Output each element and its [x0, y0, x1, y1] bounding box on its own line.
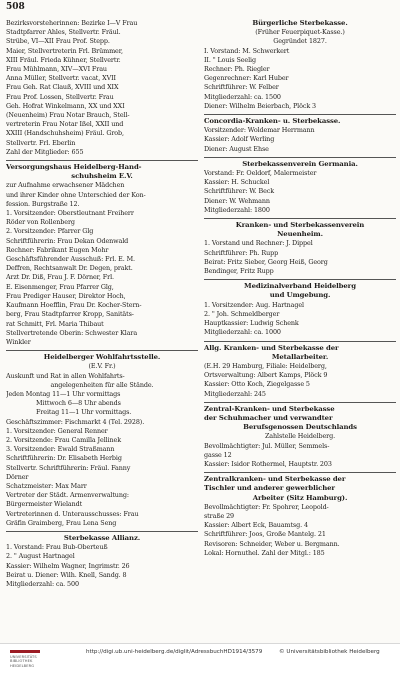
copyright-notice: © Universitätsbibliothek Heidelberg	[279, 649, 380, 655]
text-line: Jeden Montag 11—1 Uhr vormittags	[6, 389, 121, 398]
section-divider	[204, 218, 396, 219]
text-line: Kassier: Isidor Rothermel, Hauptstr. 203	[204, 459, 332, 468]
section-heading: Metallarbeiter.	[271, 352, 329, 361]
text-line: Stadtpfarrer Ahles, Stellvertr. Fräul.	[6, 28, 121, 37]
text-line: Gegründet 1827.	[273, 37, 327, 46]
text-line: Hauptkassier: Ludwig Schenk	[204, 319, 299, 328]
text-line: fession. Burgstraße 12.	[6, 199, 80, 208]
text-line: Stellvertr. Frl. Eberlin	[6, 138, 76, 147]
text-line: Kassier: Adolf Werling	[204, 135, 275, 144]
section-divider	[204, 114, 396, 115]
section-heading: Bürgerliche Sterbekasse.	[252, 19, 348, 27]
text-line: Bezirksvorsteherinnen: Bezirke I—V Frau	[6, 19, 138, 27]
text-line: Ortsverwaltung: Albert Kamps, Plöck 9	[204, 371, 328, 380]
text-line: (Früher Feuerpiquet-Kasse.)	[255, 28, 345, 37]
text-line: II. " Louis Seelig	[204, 55, 256, 64]
text-line: Vorsitzender: Woldemar Herrmann	[204, 126, 315, 135]
section-divider	[6, 531, 198, 532]
text-line: Mitgliederzahl: 1800	[204, 205, 270, 214]
text-line: gasse 12	[204, 450, 232, 459]
text-line: 1. Vorstand und Rechner: J. Dippel	[204, 239, 313, 248]
text-line: Mitgliederzahl: ca. 1500	[204, 92, 281, 101]
text-line: (Neuenheim) Frau Notar Brauch, Stell-	[6, 111, 130, 120]
text-line: Arzt Dr. Diß, Frau J. F. Dörner, Frl.	[6, 273, 114, 282]
section-divider	[204, 402, 396, 403]
section-heading: Sterbekasse Allianz.	[63, 533, 141, 542]
section-heading: und Umgebung.	[269, 291, 331, 300]
section-heading: Berufsgenossen Deutschlands	[243, 423, 357, 432]
left-column	[6, 19, 198, 589]
section-heading: Concordia-Kranken- u. Sterbekasse.	[204, 117, 341, 126]
text-line: Schatzmeister: Max Marr	[6, 481, 87, 490]
section-divider	[204, 341, 396, 342]
logo-line-1: UNIVERSITÄTS	[10, 655, 37, 659]
text-line: (E.H. 29 Hamburg, Filiale: Heidelberg,	[204, 361, 327, 370]
section-heading: der Schuhmacher und verwandter	[204, 413, 333, 422]
logo-line-2: BIBLIOTHEK	[10, 659, 33, 664]
section-heading: Arbeiter (Sitz Hamburg).	[252, 493, 348, 502]
text-line: Anna Müller, Stellvertr. vacat, XVII	[6, 74, 116, 83]
text-line: Diener: W. Wehmann	[204, 196, 270, 205]
text-line: Bürgermeister Wielandt	[6, 500, 83, 509]
section-heading: Zentral-Kranken- und Sterbekasse	[204, 404, 335, 413]
section-heading: Versorgungshaus Heidelberg-Hand-	[6, 163, 142, 172]
text-line: Schriftführerin: Dr. Elisabeth Herbig	[6, 454, 122, 463]
page-number: 508	[6, 2, 25, 12]
section-heading: Heidelberger Wohlfahrtsstelle.	[43, 353, 161, 362]
section-divider	[6, 160, 198, 161]
text-line: 1. Vorsitzender: General Renner	[6, 426, 108, 435]
section-divider	[204, 472, 396, 473]
section-heading: Allg. Kranken- und Sterbekasse der	[204, 343, 339, 352]
logo-line-3: HEIDELBERG	[10, 663, 35, 668]
text-line: Strübe, VI—XII Frau Prof. Stepp.	[6, 37, 110, 46]
text-line: Röder von Rollenberg	[6, 218, 75, 227]
permalink-url[interactable]: http://digi.ub.uni-heidelberg.de/diglit/AdressbuchHD1914/3579	[86, 649, 263, 655]
text-line: 2. " August Hartnagel	[6, 552, 75, 561]
section-heading: Kranken- und Sterbekassenverein	[235, 221, 365, 230]
text-line: Zahl der Mitglieder: 655	[6, 147, 84, 156]
text-line: Frau Geh. Rat Clauß, XVIII und XIX	[6, 83, 119, 92]
text-line: E. Eisenmenger, Frau Pfarrer Glg,	[6, 282, 114, 291]
section-divider	[6, 350, 198, 351]
text-line: Diener: August Ehse	[204, 144, 269, 153]
text-line: Kassier: Albert Eck, Bauamtsg. 4	[204, 521, 308, 530]
text-line: rat Schmitt, Frl. Maria Thibaut	[6, 319, 104, 328]
text-line: Schriftführerin: Frau Dekan Odenwald	[6, 236, 129, 245]
text-line: Frau Prof. Lossen, Stellvertr. Frau	[6, 92, 114, 101]
section-heading: Medizinalverband Heidelberg	[244, 282, 356, 291]
text-line: Mitgliederzahl: 245	[204, 389, 266, 398]
section-heading: schuhsheim E.V.	[71, 172, 133, 181]
section-heading: Tischler und anderer gewerblicher	[204, 484, 335, 493]
text-line: Revisoren: Schneider, Weber u. Bergmann.	[204, 539, 340, 548]
text-line: Stellvertr. Schriftführerin: Fräul. Fanny	[6, 463, 131, 472]
text-line: Kassier: Otto Koch, Ziegelgasse 5	[204, 380, 310, 389]
text-line: Vorstand: Fr. Oeldorf, Malermeister	[204, 169, 317, 178]
text-line: Auskunft und Rat in allen Wohlfahrts-	[6, 371, 125, 380]
text-line: Zahlstelle Heidelberg.	[264, 432, 336, 441]
text-line: vertreterin Frau Notar Ißel, XXII und	[6, 120, 124, 129]
text-line: Schriftführer: W. Beck	[204, 187, 275, 196]
text-line: Vertreter der Städt. Armenverwaltung:	[6, 491, 129, 500]
text-line: Rechner: Ph. Riegler	[204, 65, 270, 74]
text-line: Maier, Stellvertreterin Frl. Brümmer,	[6, 46, 123, 55]
text-line: Schriftführer: Ph. Rupp	[204, 248, 279, 257]
text-line: Bevollmächtigter: Fr. Spohrer, Leopold-	[204, 502, 329, 511]
text-line: angelegenheiten für alle Stände.	[50, 380, 154, 389]
viewer-footer	[0, 643, 400, 676]
right-column	[204, 19, 396, 558]
text-line: 1. Vorsitzender: Oberstleutnant Freiherr	[6, 209, 134, 218]
text-line: I. Vorstand: M. Schwerkert	[204, 46, 290, 55]
text-line: Kassier: Wilhelm Wagner, Ingrimstr. 26	[6, 561, 130, 570]
text-line: (E.V. Fr.)	[88, 362, 116, 371]
text-line: Deffren, Rechtsanwalt Dr. Degen, prakt.	[6, 264, 133, 273]
text-line: Gegenrechner: Karl Huber	[204, 74, 289, 83]
text-line: 2. " Joh. Schmeldberger	[204, 309, 280, 318]
text-line: Stellvertretende Oberin: Schwester Klara	[6, 328, 138, 337]
text-line: Geschäftsführender Ausschuß: Frl. E. M.	[6, 255, 135, 264]
logo-bar	[10, 650, 40, 653]
text-line: Beirat: Fritz Sieber, Georg Heiß, Georg	[204, 257, 328, 266]
text-line: Rechner: Fabrikant Eugen Mohr	[6, 245, 109, 254]
text-line: Vertreterinnen d. Unterausschusses: Frau	[6, 509, 139, 518]
text-line: Mitgliederzahl: ca. 1000	[204, 328, 281, 337]
text-line: Winkler	[6, 337, 31, 346]
section-heading: Zentralkranken- und Sterbekasse der	[204, 475, 346, 484]
text-line: berg, Frau Stadtpfarrer Kropp, Sanitäts-	[6, 310, 134, 319]
text-line: Freitag 11—1 Uhr vormittags.	[36, 408, 132, 417]
text-line: Diener: Wilhelm Beierbach, Plöck 3	[204, 101, 317, 110]
text-line: 3. Vorsitzender: Ewald Straßmann	[6, 445, 115, 454]
text-line: XXIII (Handschuhsheim) Fräul. Grob,	[6, 129, 124, 138]
text-line: zur Aufnahme erwachsener Mädchen	[6, 181, 125, 190]
section-divider	[204, 279, 396, 280]
text-line: Bendinger, Fritz Rupp	[204, 267, 274, 276]
text-line: Bevollmächtigter: Jul. Müller, Semmels-	[204, 441, 330, 450]
section-divider	[204, 157, 396, 158]
text-line: straße 29	[204, 511, 235, 520]
text-line: Gräfin Graimberg, Frau Lena Seng	[6, 518, 117, 527]
section-heading: Neuenheim.	[277, 230, 323, 239]
text-line: Mittwoch 6—8 Uhr abends	[36, 399, 121, 408]
text-line: Beirat u. Diener: Wilh. Knell, Sandg. 8	[6, 570, 127, 579]
text-line: Frau Prediger Hauser, Direktor Hoch,	[6, 291, 126, 300]
text-line: Lokal: Hornuthel. Zahl der Mitgl.: 185	[204, 548, 325, 557]
text-line: Mitgliederzahl: ca. 500	[6, 579, 79, 588]
text-line: und ihrer Kinder ohne Unterschied der Kon-	[6, 190, 146, 199]
library-logo[interactable]	[10, 650, 54, 670]
text-line: Kassier: H. Schuckel	[204, 178, 270, 187]
text-line: Kaufmann Hoefflin, Frau Dr. Kocher-Stern-	[6, 301, 142, 310]
text-line: Geh. Hofrat Winkelmann, XX und XXI	[6, 101, 125, 110]
text-line: Dörner	[6, 472, 29, 481]
section-heading: Sterbekassenverein Germania.	[242, 159, 358, 168]
text-line: Schriftführer: W. Felber	[204, 83, 279, 92]
text-line: 1. Vorstand: Frau Bub-Oberteuß	[6, 543, 108, 552]
text-line: 2. Vorsitzender: Pfarrer Glg	[6, 227, 94, 236]
text-line: 2. Vorsitzende: Frau Camilla Jellinek	[6, 435, 121, 444]
text-line: Schriftführer: Joos, Große Mantelg. 21	[204, 530, 326, 539]
text-line: XIII Fräul. Frieda Kühner, Stellvertr.	[6, 55, 121, 64]
text-line: 1. Vorsitzender: Aug. Hartnagel	[204, 300, 304, 309]
text-line: Geschäftszimmer: Fischmarkt 4 (Tel. 2928).	[6, 417, 145, 426]
text-line: Frau Mühlmann, XIV—XVI Frau	[6, 65, 107, 74]
